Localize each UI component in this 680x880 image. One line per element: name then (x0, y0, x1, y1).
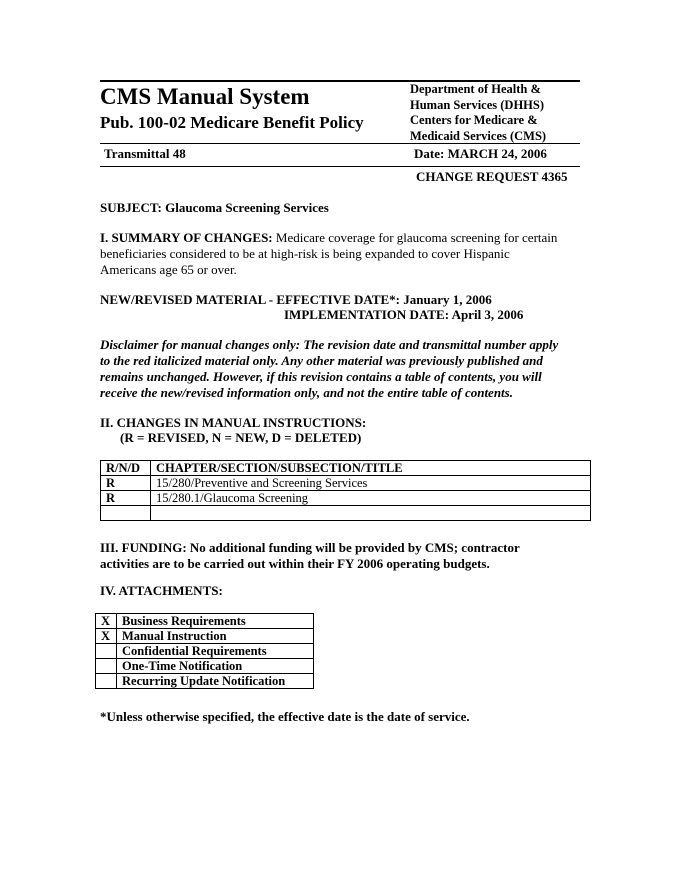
header-mid-rule (100, 143, 580, 144)
summary-section: I. SUMMARY OF CHANGES: Medicare coverage for glaucoma screening for certain beneficiaries considered to be at high-risk is being expanded to cover Hispanic Americans age 65 or over. (100, 230, 558, 277)
attachment-mark: X (96, 629, 117, 644)
table-header-title: CHAPTER/SECTION/SUBSECTION/TITLE (151, 461, 591, 476)
row-title: 15/280.1/Glaucoma Screening (151, 491, 591, 506)
row-code: R (101, 491, 151, 506)
disclaimer: Disclaimer for manual changes only: The revision date and transmittal number apply to the red italicized material only. Any other material was previously published and remains unchanged. However, if this revision contains a table of contents, you will receive the new/revised information only, and not the entire table of contents. (100, 337, 559, 400)
row-code: R (101, 476, 151, 491)
changes-table (100, 460, 591, 521)
funding-section: III. FUNDING: No additional funding will be provided by CMS; contractor activities are to be carried out within their FY 2006 operating budgets. (100, 540, 520, 571)
list-item (96, 644, 314, 659)
summary-text: Medicare coverage for glaucoma screening for certain (272, 230, 558, 245)
pub-title: Pub. 100-02 Medicare Benefit Policy (100, 113, 364, 132)
list-item (96, 629, 314, 644)
attachment-label: Recurring Update Notification (117, 674, 314, 689)
system-title: CMS Manual System (100, 84, 310, 109)
implementation-date: IMPLEMENTATION DATE: April 3, 2006 (284, 307, 524, 322)
table-row (101, 506, 591, 521)
row-title: 15/280/Preventive and Screening Services (151, 476, 591, 491)
table-row (101, 491, 591, 506)
list-item (96, 614, 314, 629)
list-item (96, 674, 314, 689)
table-row (101, 476, 591, 491)
subject: SUBJECT: Glaucoma Screening Services (100, 200, 329, 215)
department-block: Department of Health & Human Services (DHHS) Centers for Medicare & Medicaid Services (CMS) (410, 82, 547, 143)
transmittal-number: Transmittal 48 (104, 146, 186, 161)
attachment-label: One-Time Notification (117, 659, 314, 674)
attachments-heading: IV. ATTACHMENTS: (100, 583, 223, 598)
attachment-label: Confidential Requirements (117, 644, 314, 659)
changes-legend: (R = REVISED, N = NEW, D = DELETED) (120, 430, 362, 445)
row-title (151, 506, 591, 521)
table-header-row (101, 461, 591, 476)
attachments-table (95, 613, 314, 689)
table-header-rnd: R/N/D (101, 461, 151, 476)
attachment-mark (96, 644, 117, 659)
transmittal-date: Date: MARCH 24, 2006 (414, 146, 547, 161)
row-code (101, 506, 151, 521)
effective-date: NEW/REVISED MATERIAL - EFFECTIVE DATE*: January 1, 2006 (100, 292, 492, 307)
attachment-mark: X (96, 614, 117, 629)
summary-heading: I. SUMMARY OF CHANGES: (100, 230, 273, 245)
attachment-mark (96, 659, 117, 674)
list-item (96, 659, 314, 674)
footnote: *Unless otherwise specified, the effective date is the date of service. (100, 709, 470, 724)
header-bottom-rule (100, 166, 580, 167)
change-request: CHANGE REQUEST 4365 (416, 169, 568, 184)
attachment-label: Manual Instruction (117, 629, 314, 644)
attachment-mark (96, 674, 117, 689)
changes-heading: II. CHANGES IN MANUAL INSTRUCTIONS: (100, 415, 367, 430)
attachment-label: Business Requirements (117, 614, 314, 629)
